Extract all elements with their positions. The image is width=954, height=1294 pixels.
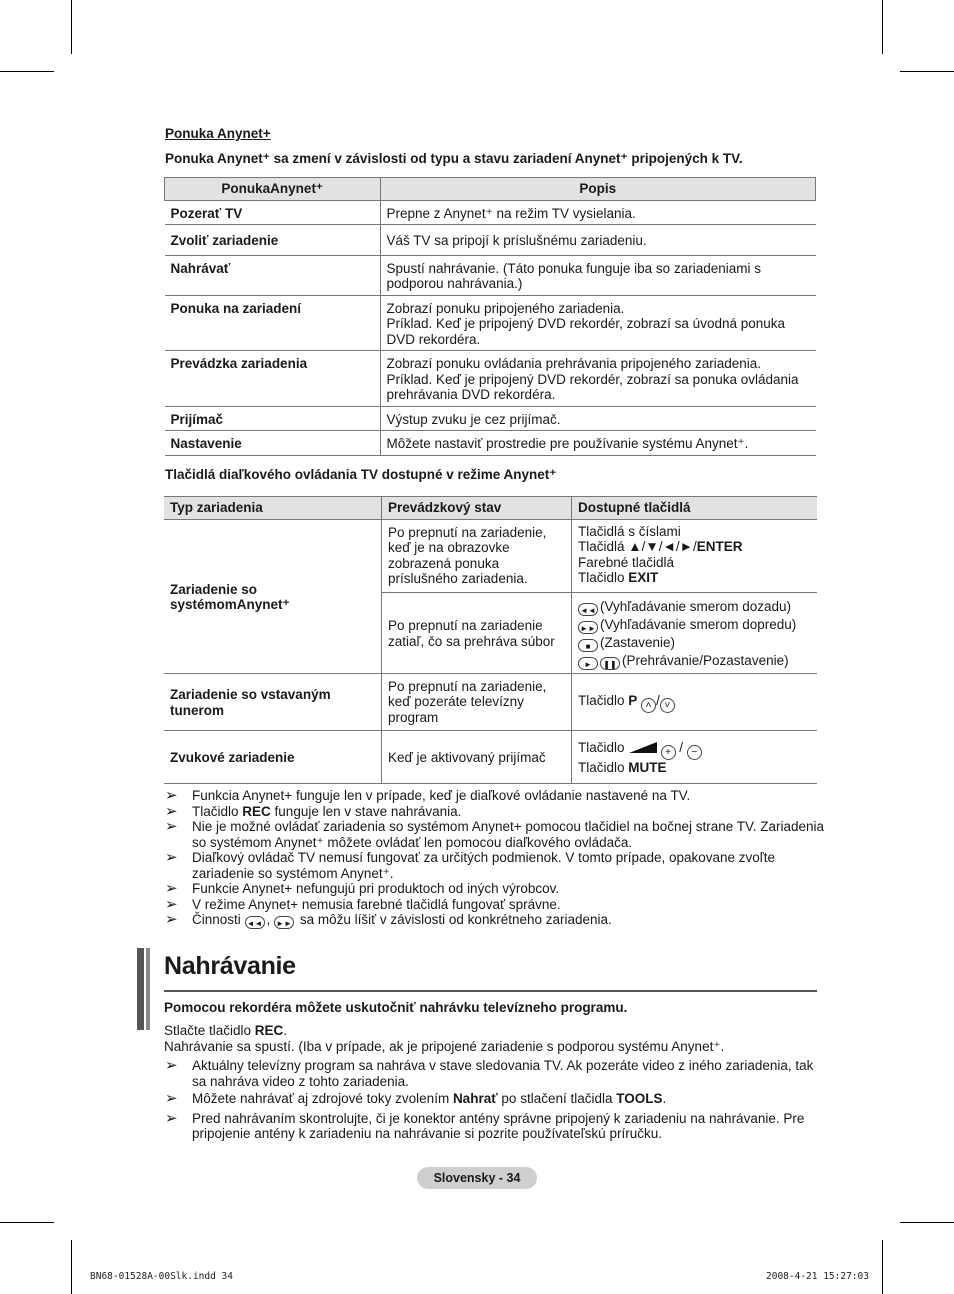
- heading-rule: [164, 990, 817, 992]
- menu-item-name: Prijímač: [165, 406, 381, 431]
- menu-item-name: Zvoliť zariadenie: [165, 225, 381, 256]
- table-header: Popis: [380, 178, 816, 201]
- menu-item-name: Pozerať TV: [165, 200, 381, 225]
- desc-example: Príklad. Keď je pripojený DVD rekordér, zobrazí sa ponuka ovládania prehrávania DVD rekordéra.: [386, 371, 799, 402]
- note-text: Diaľkový ovládač TV nemusí fungovať za určitých podmienok. V tomto prípade, opakovane zvoľte zariadenie so systémom Anynet⁺.: [192, 850, 775, 881]
- note-text: Pred nahrávaním skontrolujte, či je konektor antény správne pripojený k zariadeniu na nahrávanie. Pre pripojenie antény k zariadeniu na nahrávanie si pozrite používateľskú príručku.: [192, 1110, 805, 1141]
- intro-text: Ponuka Anynet⁺ sa zmení v závislosti od typu a stavu zariadení Anynet⁺ pripojených k TV.: [165, 151, 743, 166]
- fast-forward-icon: ►►: [274, 916, 294, 929]
- note-item: [165, 850, 825, 881]
- note-item: [165, 1111, 825, 1142]
- rec-label: REC: [254, 1023, 284, 1038]
- table-header: Typ zariadenia: [164, 497, 382, 520]
- note-text: Funkcia Anynet+ funguje len v prípade, keď je diaľkové ovládanie nastavené na TV.: [192, 788, 691, 803]
- note-text: funguje len v stave nahrávania.: [270, 803, 462, 819]
- buttons-text: Tlačidlo: [578, 739, 625, 755]
- arrow-icon: ➢: [165, 787, 178, 804]
- crop-mark: [71, 0, 72, 54]
- note-item: [165, 788, 825, 804]
- operating-state: Keď je aktivovaný prijímač: [382, 730, 572, 783]
- device-type: Zvukové zariadenie: [164, 730, 382, 783]
- available-buttons: [572, 519, 818, 592]
- nahrat-label: Nahrať: [452, 1091, 498, 1106]
- press-rec-line: [164, 1023, 287, 1039]
- page-number: Slovensky - 34: [417, 1167, 537, 1189]
- operating-state: Po prepnutí na zariadenie zatiaľ, čo sa prehráva súbor: [382, 592, 572, 673]
- section-title: Ponuka Anynet+: [165, 126, 271, 141]
- note-text: Tlačidlo: [192, 803, 243, 819]
- note-text: V režime Anynet+ nemusia farebné tlačidlá fungovať správne.: [192, 896, 561, 912]
- fast-forward-icon: ►►: [578, 621, 598, 634]
- device-type: Zariadenie so systémomAnynet⁺: [164, 519, 382, 673]
- buttons-line: [578, 634, 811, 652]
- table-row: [165, 351, 816, 407]
- crop-mark: [882, 1240, 883, 1294]
- note-item: [165, 1058, 825, 1089]
- table-row: [164, 673, 817, 730]
- arrow-icon: ➢: [165, 1090, 178, 1107]
- table-row: [165, 255, 816, 295]
- buttons-line: [578, 570, 811, 586]
- stop-icon: ■: [578, 639, 598, 652]
- note-item: [165, 804, 825, 820]
- available-buttons: [572, 592, 818, 673]
- table-row: [165, 406, 816, 431]
- remote-buttons-table: [164, 496, 817, 784]
- buttons-line: Tlačidlá s číslami: [578, 523, 681, 539]
- note-text: Funkcie Anynet+ nefungujú pri produktoch od iných výrobcov.: [192, 881, 560, 896]
- notes-list: [165, 788, 825, 929]
- mute-label: MUTE: [628, 759, 667, 775]
- note-item: [165, 819, 825, 850]
- heading-bar: [137, 948, 144, 1030]
- desc-line: Zobrazí ponuku ovládania prehrávania pripojeného zariadenia.: [386, 356, 762, 371]
- menu-item-name: Prevádzka zariadenia: [165, 351, 381, 407]
- buttons-text: Tlačidlo: [578, 692, 629, 708]
- table-header: Dostupné tlačidlá: [572, 497, 818, 520]
- available-buttons: Tlačidlo P ˄ / ˅: [572, 673, 818, 730]
- note-text: sa môžu líšiť v závislosti od konkrétneho zariadenia.: [296, 912, 612, 927]
- crop-mark: [900, 1222, 954, 1223]
- note-text: Činnosti: [192, 912, 241, 927]
- menu-item-desc: Výstup zvuku je cez prijímač.: [380, 406, 816, 431]
- arrow-icon: ➢: [165, 818, 178, 835]
- heading-bar: [146, 948, 150, 1030]
- arrow-icon: ➢: [165, 1109, 178, 1127]
- buttons-line: Farebné tlačidlá: [578, 554, 675, 570]
- recording-starts: Nahrávanie sa spustí. (Iba v prípade, ak je pripojené zariadenie s podporou systému Anynet⁺.: [164, 1039, 725, 1054]
- volume-down-icon: −: [687, 745, 702, 760]
- menu-item-desc: [380, 351, 816, 407]
- rec-label: REC: [242, 803, 271, 819]
- remote-subtitle: Tlačidlá diaľkového ovládania TV dostupné v režime Anynet⁺: [165, 467, 557, 482]
- note-text: .: [662, 1091, 667, 1106]
- arrow-icon: ➢: [165, 802, 178, 820]
- table-row: [165, 225, 816, 256]
- volume-icon: [629, 742, 657, 753]
- crop-mark: [882, 0, 883, 54]
- print-slug-date: 2008-4-21 15:27:03: [766, 1271, 869, 1282]
- menu-item-desc: Môžete nastaviť prostredie pre používanie systému Anynet⁺.: [380, 431, 816, 456]
- menu-item-name: Nastavenie: [165, 431, 381, 456]
- crop-mark: [71, 1240, 72, 1294]
- arrow-icon: ➢: [165, 880, 178, 897]
- menu-item-name: Nahrávať: [165, 255, 381, 295]
- note-item: ➢ Činnosti ◄◄ , ►► sa môžu líšiť v závislosti od konkrétneho zariadenia.: [165, 911, 612, 928]
- note-item: [165, 881, 825, 897]
- table-row: [165, 431, 816, 456]
- exit-label: EXIT: [628, 570, 659, 585]
- arrow-icon: ➢: [165, 895, 178, 913]
- device-type: Zariadenie so vstavaným tunerom: [164, 673, 382, 730]
- buttons-text: (Prehrávanie/Pozastavenie): [622, 652, 789, 668]
- buttons-text: Tlačidlá ▲/▼/◄/►/: [578, 539, 697, 554]
- recording-heading: Nahrávanie: [164, 952, 296, 980]
- buttons-text: Tlačidlo: [578, 570, 629, 585]
- recording-lead: Pomocou rekordéra môžete uskutočniť nahrávku televízneho programu.: [164, 1000, 628, 1015]
- buttons-text: (Vyhľadávanie smerom dopredu): [600, 616, 797, 632]
- table-row: [165, 295, 816, 351]
- note-text: Nie je možné ovládať zariadenia so systémom Anynet+ pomocou tlačidiel na bočnej strane TV. Zariadenia so systémom Anynet⁺ môžete ovládať len pomocou diaľkového ovládača.: [192, 819, 825, 850]
- operating-state: Po prepnutí na zariadenie, keď pozeráte televízny program: [382, 673, 572, 730]
- note-item: [165, 1091, 825, 1107]
- crop-mark: [900, 71, 954, 72]
- enter-label: ENTER: [696, 539, 743, 554]
- tools-label: TOOLS: [616, 1091, 663, 1106]
- desc-example: Príklad. Keď je pripojený DVD rekordér, zobrazí sa úvodná ponuka DVD rekordéra.: [386, 316, 786, 347]
- rewind-icon: ◄◄: [245, 916, 265, 929]
- buttons-line: [578, 598, 811, 616]
- buttons-text: (Vyhľadávanie smerom dozadu): [600, 598, 792, 614]
- menu-item-name: Ponuka na zariadení: [165, 295, 381, 351]
- buttons-line: [578, 539, 811, 555]
- arrow-icon: ➢: [165, 911, 178, 928]
- note-text: po stlačení tlačidla: [497, 1091, 617, 1106]
- body-text: .: [283, 1023, 288, 1038]
- table-header: Prevádzkový stav: [382, 497, 572, 520]
- volume-up-icon: +: [661, 745, 676, 760]
- buttons-line: [578, 616, 811, 634]
- note-text: Aktuálny televízny program sa nahráva v stave sledovania TV. Ak pozeráte video z iného zariadenia, tak sa nahráva video z tohto zariadenia.: [192, 1058, 814, 1089]
- table-row: [165, 200, 816, 225]
- channel-up-icon: ˄: [641, 698, 656, 713]
- arrow-icon: ➢: [165, 1057, 178, 1074]
- crop-mark: [0, 1222, 54, 1223]
- operating-state: Po prepnutí na zariadenie, keď je na obrazovke zobrazená ponuka príslušného zariadenia.: [382, 519, 572, 592]
- buttons-text: (Zastavenie): [600, 634, 676, 650]
- crop-mark: [0, 71, 54, 72]
- desc-line: Zobrazí ponuku pripojeného zariadenia.: [386, 300, 625, 316]
- rewind-icon: ◄◄: [578, 603, 598, 616]
- menu-item-desc: Prepne z Anynet⁺ na režim TV vysielania.: [380, 200, 816, 225]
- table-row: [164, 730, 817, 783]
- pause-icon: ❚❚: [600, 657, 620, 670]
- play-icon: ►: [578, 657, 598, 670]
- available-buttons: [572, 730, 818, 783]
- channel-down-icon: ˅: [660, 698, 675, 713]
- menu-item-desc: [380, 295, 816, 351]
- buttons-line: [578, 652, 811, 670]
- note-text: Môžete nahrávať aj zdrojové toky zvolením: [192, 1091, 453, 1106]
- body-text: Stlačte tlačidlo: [164, 1023, 255, 1038]
- table-header: PonukaAnynet⁺: [165, 178, 381, 201]
- recording-notes: [165, 1058, 825, 1142]
- p-label: P: [628, 692, 638, 708]
- buttons-line: Tlačidlo + / −: [578, 740, 811, 760]
- menu-item-desc: Váš TV sa pripojí k príslušnému zariadeniu.: [380, 225, 816, 256]
- arrow-icon: ➢: [165, 849, 178, 866]
- print-slug-file: BN68-01528A-00Slk.indd 34: [90, 1271, 233, 1282]
- anynet-menu-table: [164, 177, 816, 456]
- note-item: [165, 897, 825, 913]
- buttons-line: [578, 760, 811, 776]
- buttons-text: Tlačidlo: [578, 759, 629, 775]
- table-row: [164, 519, 817, 592]
- menu-item-desc: Spustí nahrávanie. (Táto ponuka funguje iba so zariadeniami s podporou nahrávania.): [380, 255, 816, 295]
